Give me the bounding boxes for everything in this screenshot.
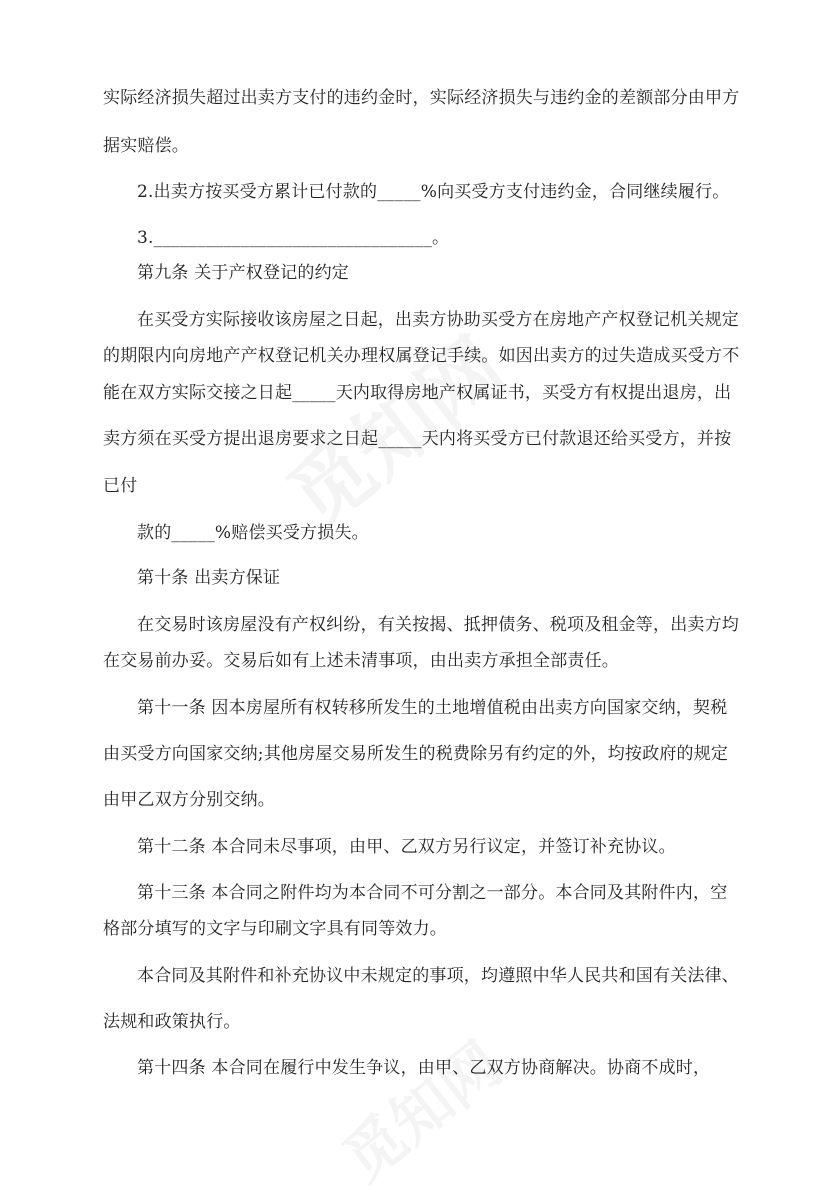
text-line: 格部分填写的文字与印刷文字具有同等效力。 xyxy=(103,919,447,939)
text-line: 第十一条 因本房屋所有权转移所发生的土地增值税由出卖方向国家交纳，契税 xyxy=(137,698,728,718)
text-line: 法规和政策执行。 xyxy=(103,1012,241,1032)
section-heading: 第十条 出卖方保证 xyxy=(137,568,281,588)
watermark xyxy=(323,1019,518,1197)
text-line: 卖方须在买受方提出退房要求之日起_____天内将买受方已付款退还给买受方，并按 xyxy=(103,429,732,449)
text-line: 第十二条 本合同未尽事项，由甲、乙双方另行议定，并签订补充协议。 xyxy=(137,837,676,857)
section-heading: 第九条 关于产权登记的约定 xyxy=(137,263,350,283)
text-line: 3.________________________________。 xyxy=(137,228,450,248)
text-line: 款的_____%赔偿买受方损失。 xyxy=(137,523,369,543)
text-line: 第十三条 本合同之附件均为本合同不可分割之一部分。本合同及其附件内，空 xyxy=(137,883,728,903)
text-line: 在交易前办妥。交易后如有上述未清事项，由出卖方承担全部责任。 xyxy=(103,651,619,671)
text-line: 据实赔偿。 xyxy=(103,136,189,156)
text-line: 由买受方向国家交纳;其他房屋交易所发生的税费除另有约定的外，均按政府的规定 xyxy=(103,744,729,764)
text-line: 在交易时该房屋没有产权纠纷，有关按揭、抵押债务、税项及租金等，出卖方均 xyxy=(137,615,739,635)
text-line: 2.出卖方按买受方累计已付款的_____%向买受方支付违约金，合同继续履行。 xyxy=(137,182,730,202)
text-line: 的期限内向房地产产权登记机关办理权属登记手续。如因出卖方的过失造成买受方不 xyxy=(103,346,740,366)
text-line: 本合同及其附件和补充协议中未规定的事项，均遵照中华人民共和国有关法律、 xyxy=(137,966,739,986)
text-line: 由甲乙双方分别交纳。 xyxy=(103,790,275,810)
text-line: 第十四条 本合同在履行中发生争议，由甲、乙双方协商解决。协商不成时， xyxy=(137,1058,711,1078)
text-line: 实际经济损失超过出卖方支付的违约金时，实际经济损失与违约金的差额部分由甲方 xyxy=(103,88,740,108)
text-line: 能在双方实际交接之日起_____天内取得房地产权属证书，买受方有权提出退房，出 xyxy=(103,383,732,403)
text-line: 在买受方实际接收该房屋之日起，出卖方协助买受方在房地产产权登记机关规定 xyxy=(137,310,739,330)
text-line: 已付 xyxy=(103,476,138,496)
